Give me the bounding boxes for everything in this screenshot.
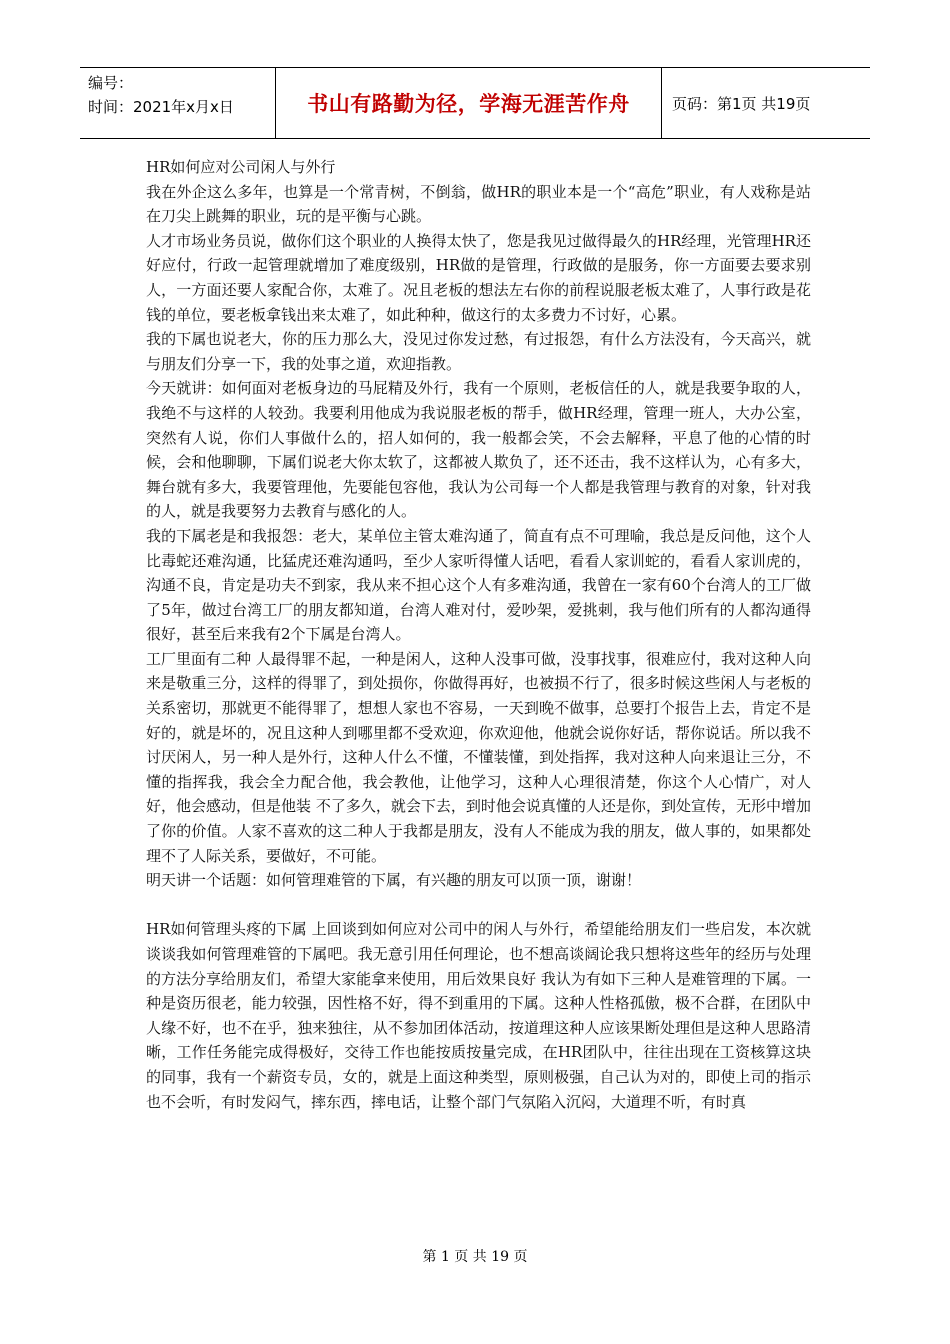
article-title: HR如何应对公司闲人与外行 bbox=[146, 158, 336, 176]
document-body bbox=[146, 155, 811, 1114]
paragraph: 我的下属老是和我报怨：老大，某单位主管太难沟通了，简直有点不可理喻，我总是反问他，这个人比毒蛇还难沟通，比猛虎还难沟通吗，至少人家听得懂人话吧，看看人家训蛇的，看看人家训虎的，沟通不良，肯定是功夫不到家，我从来不担心这个人有多难沟通，我曾在一家有60个台湾人的工厂做了5年，做过台湾工厂的朋友都知道，台湾人难对付，爱吵架，爱挑刺，我与他们所有的人都沟通得很好，甚至后来我有2个下属是台湾人。 bbox=[146, 526, 811, 644]
header-motto-cell bbox=[276, 68, 662, 138]
second-article-paragraph: HR如何管理头疼的下属 上回谈到如何应对公司中的闲人与外行，希望能给朋友们一些启发，本次就谈谈我如何管理难管的下属吧。我无意引用任何理论，也不想高谈阔论我只想将这些年的经历与处理的方法分享给朋友们，希望大家能拿来使用，用后效果良好 我认为有如下三种人是难管理的下属。一种是资历很老，能力较强，因性格不好，得不到重用的下属。这种人性格孤傲，极不合群，在团队中人缘不好，也不在乎，独来独往，从不参加团体活动，按道理这种人应该果断处理但是这种人思路清晰，工作任务能完成得极好，交待工作也能按质按量完成，在HR团队中，往往出现在工资核算这块的同事，我有一个薪资专员，女的，就是上面这种类型，原则极强，自己认为对的，即使上司的指示也不会听，有时发闷气，摔东西，摔电话，让整个部门气氛陷入沉闷，大道理不听，有时真 bbox=[146, 920, 811, 1111]
paragraph: 明天讲一个话题：如何管理难管的下属，有兴趣的朋友可以顶一顶，谢谢！ bbox=[146, 871, 642, 890]
paragraph: 工厂里面有二种 人最得罪不起，一种是闲人，这种人没事可做，没事找事，很难应付，我对这种人向来是敬重三分，这样的得罪了，到处损你，你做得再好，也被损不行了，很多时候这些闲人与老板的关系密切，那就更不能得罪了，想想人家也不容易，一天到晚不做事，总要打个报告上去，肯定不是好的，就是坏的，况且这种人到哪里都不受欢迎，你欢迎他，他就会说你好话，帮你说话。所以我不讨厌闲人，另一种人是外行，这种人什么不懂，不懂装懂，到处指挥，我对这种人向来退让三分，不懂的指挥我，我会全力配合他，我会教他，让他学习，这种人心理很清楚，你这个人心情广，对人好，他会感动，但是他装 不了多久，就会下去，到时他会说真懂的人还是你，到处宣传，无形中增加了你的价值。人家不喜欢的这二种人于我都是朋友，没有人不能成为我的朋友，做人事的，如果都处理不了人际关系，要做好，不可能。 bbox=[146, 649, 811, 865]
document-number-label: 编号： bbox=[88, 74, 134, 92]
paragraph: 今天就讲：如何面对老板身边的马屁精及外行，我有一个原则，老板信任的人，就是我要争取的人，我绝不与这样的人较劲。我要利用他成为我说服老板的帮手，做HR经理，管理一班人，大办公室，突然有人说，你们人事做什么的，招人如何的，我一般都会笑，不会去解释，平息了他的心情的时候，会和他聊聊，下属们说老大你太软了，这都被人欺负了，还不还击，我不这样认为，心有多大，舞台就有多大，我要管理他，先要能包容他，我认为公司每一个人都是我管理与教育的对象，针对我的人，就是我要努力去教育与感化的人。 bbox=[146, 379, 811, 521]
header-meta bbox=[80, 68, 276, 138]
page-footer bbox=[0, 1246, 950, 1266]
page-header bbox=[80, 67, 870, 139]
header-page-cell bbox=[662, 68, 870, 138]
footer-page-number: 第 1 页 共 19 页 bbox=[422, 1249, 528, 1265]
paragraph-spacer bbox=[146, 893, 811, 918]
paragraph: 我在外企这么多年，也算是一个常青树，不倒翁，做HR的职业本是一个“高危”职业，有人戏称是站在刀尖上跳舞的职业，玩的是平衡与心跳。 bbox=[146, 182, 811, 226]
document-date: 时间：2021年x月x日 bbox=[88, 98, 234, 116]
header-page-number: 页码：第1页 共19页 bbox=[672, 94, 811, 113]
header-motto: 书山有路勤为径，学海无涯苦作舟 bbox=[307, 92, 630, 116]
paragraph: 我的下属也说老大，你的压力那么大，没见过你发过愁，有过报怨，有什么方法没有，今天高兴，就与朋友们分享一下，我的处事之道，欢迎指教。 bbox=[146, 330, 811, 373]
paragraph: 人才市场业务员说，做你们这个职业的人换得太快了，您是我见过做得最久的HR经理，光管理HR还好应付，行政一起管理就增加了难度级别，HR做的是管理，行政做的是服务，你一方面要去要求别人，一方面还要人家配合你，太难了。况且老板的想法左右你的前程说服老板太难了，人事行政是花钱的单位，要老板拿钱出来太难了，如此种种，做这行的太多费力不讨好，心累。 bbox=[146, 231, 811, 324]
